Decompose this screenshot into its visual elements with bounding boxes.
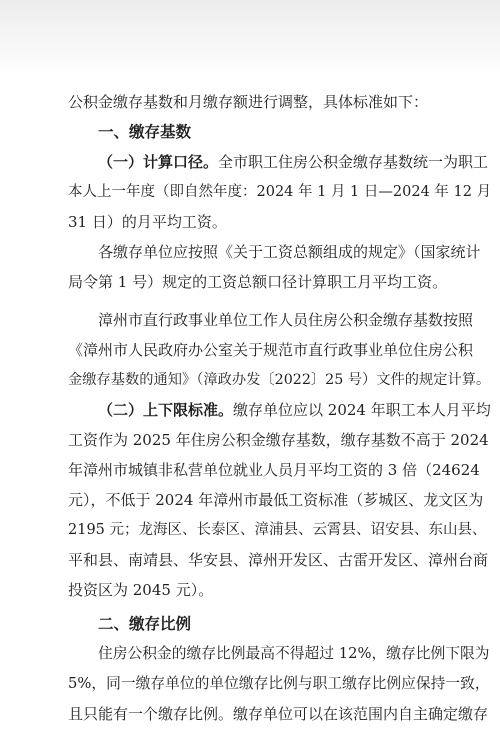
page-top-shadow <box>0 0 500 78</box>
body-text-line: 漳州市直行政事业单位工作人员住房公积金缴存基数按照 <box>98 311 474 329</box>
body-text-line: 金缴存基数的通知》（漳政办发〔2022〕25 号）文件的规定计算。 <box>68 372 491 388</box>
body-text-line: 年漳州市城镇非私营单位就业人员月平均工资的 3 倍（24624 <box>68 461 480 479</box>
section-heading-contribution-ratio: 二、缴存比例 <box>98 615 192 633</box>
subsection-title-limits: （二）上下限标准。 <box>98 401 234 419</box>
body-text-line: 局令第 1 号）规定的工资总额口径计算职工月平均工资。 <box>68 273 448 291</box>
body-text-line: 本人上一年度（即自然年度：2024 年 1 月 1 日—2024 年 12 月 <box>68 184 492 200</box>
body-text-line: 投资区为 2045 元）。 <box>68 581 214 599</box>
subsection-line <box>98 394 491 426</box>
body-text-line: 且只能有一个缴存比例。缴存单位可以在该范围内自主确定缴存 <box>68 705 489 723</box>
body-text: 全市职工住房公积金缴存基数统一为职工 <box>218 153 489 171</box>
body-text-line: 公积金缴存基数和月缴存额进行调整，具体标准如下： <box>68 93 429 111</box>
subsection-title-calculation: （一）计算口径。 <box>98 153 219 171</box>
body-text-line: 元），不低于 2024 年漳州市最低工资标准（芗城区、龙文区为 <box>68 491 484 509</box>
body-text-line: 各缴存单位应按照《关于工资总额组成的规定》（国家统计 <box>98 243 481 261</box>
body-text-line: 工资作为 2025 年住房公积金缴存基数，缴存基数不高于 2024 <box>68 431 489 449</box>
body-text-line: 《漳州市人民政府办公室关于规范市直行政事业单位住房公积 <box>68 341 474 359</box>
body-text-line: 平和县、南靖县、华安县、漳州开发区、古雷开发区、漳州台商 <box>68 551 489 569</box>
body-text-line: 31 日）的月平均工资。 <box>68 213 227 231</box>
subsection-line <box>98 146 488 178</box>
body-text-line: 2195 元；龙海区、长泰区、漳浦县、云霄县、诏安县、东山县、 <box>68 522 487 538</box>
body-text-line: 5%，同一缴存单位的单位缴存比例与职工缴存比例应保持一致， <box>68 675 490 692</box>
body-text: 缴存单位应以 2024 年职工本人月平均 <box>233 401 491 419</box>
body-text-line: 住房公积金的缴存比例最高不得超过 12%，缴存比例下限为 <box>98 645 490 662</box>
section-heading-contribution-base: 一、缴存基数 <box>98 123 192 141</box>
